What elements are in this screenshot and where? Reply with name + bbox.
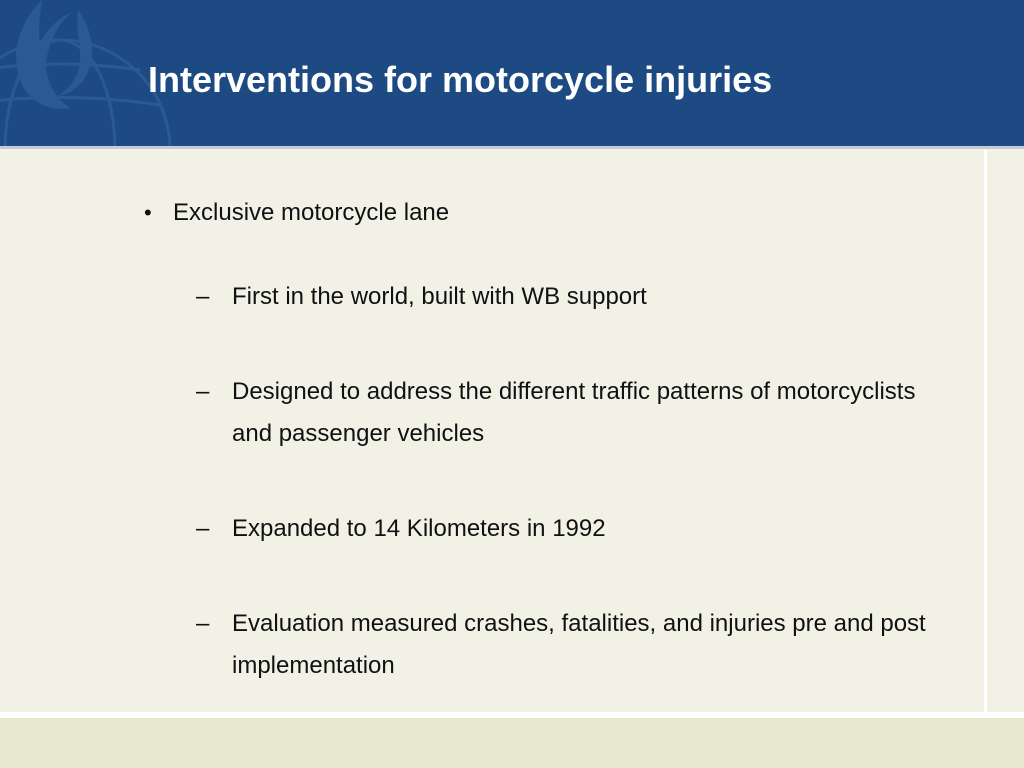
sub-bullet-text: Evaluation measured crashes, fatalities, and injuries pre and post implementation xyxy=(232,610,926,679)
sub-bullet-text: First in the world, built with WB support xyxy=(232,283,647,310)
sub-bullet-item xyxy=(196,603,956,687)
bullet-text: Exclusive motorcycle lane xyxy=(173,199,450,226)
sub-bullet-item xyxy=(196,508,956,550)
sub-bullet-marker: – xyxy=(196,610,210,637)
sub-bullet-text: Expanded to 14 Kilometers in 1992 xyxy=(232,515,606,542)
sub-bullet-marker: – xyxy=(196,378,210,405)
sub-bullet-marker: – xyxy=(196,515,210,542)
sub-bullet-text: Designed to address the different traffic patterns of motorcyclists and passenger vehicles xyxy=(232,378,916,447)
sub-bullet-item xyxy=(196,276,956,318)
sub-bullet-item xyxy=(196,371,956,455)
bullet-marker: • xyxy=(144,200,152,225)
sub-bullet-marker: – xyxy=(196,283,210,310)
slide-title: Interventions for motorcycle injuries xyxy=(148,59,773,100)
